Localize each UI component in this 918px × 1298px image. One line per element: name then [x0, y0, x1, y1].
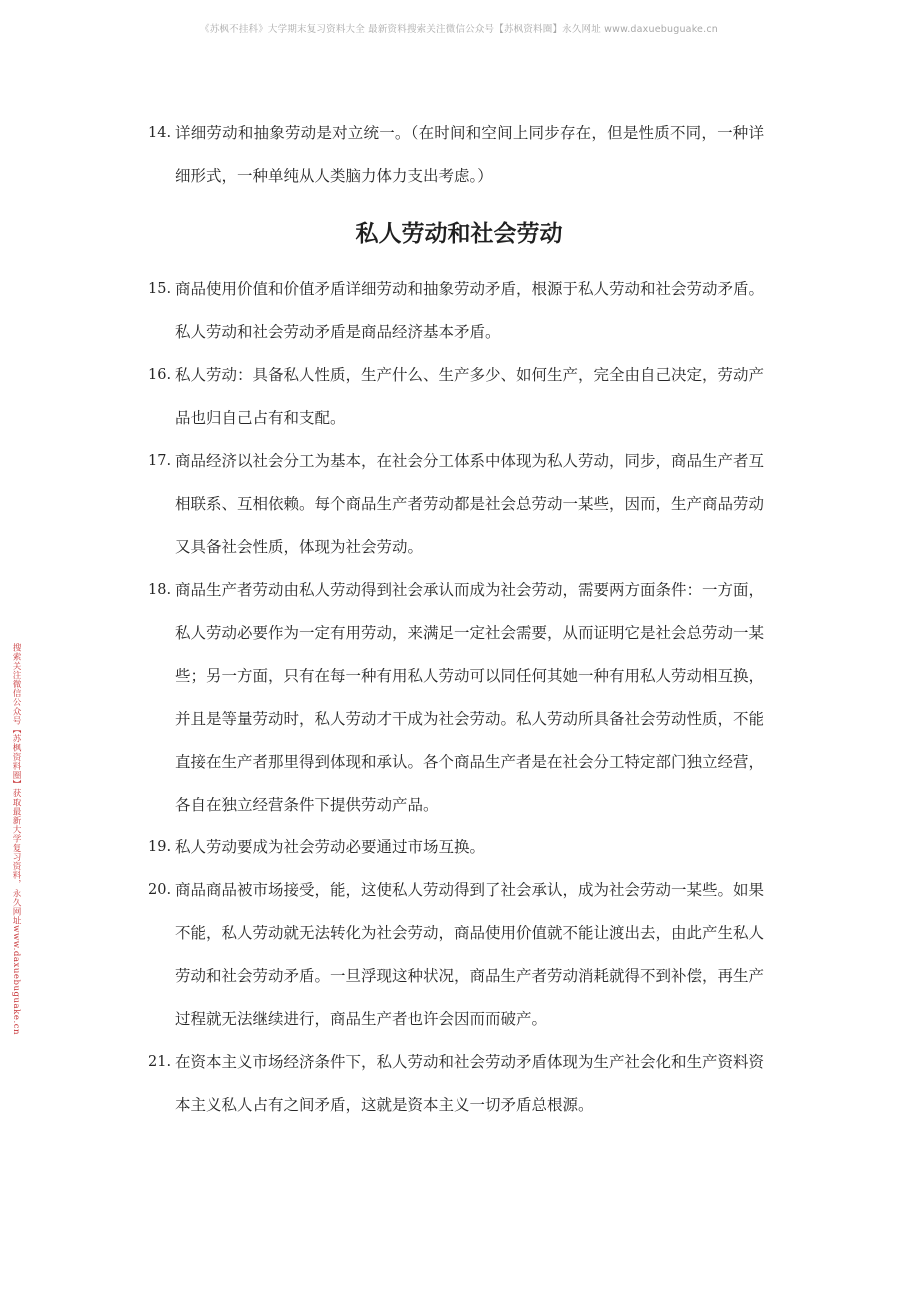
- list-item-14: [148, 112, 764, 198]
- item-text: 商品商品被市场接受，能，这使私人劳动得到了社会承认，成为社会劳动一某些。如果不能，私人劳动就无法转化为社会劳动，商品使用价值就不能让渡出去，由此产生私人劳动和社会劳动矛盾。一旦浮现这种状况，商品生产者劳动消耗就得不到补偿，再生产过程就无法继续进行，商品生产者也许会因而而破产。: [175, 881, 765, 1028]
- item-text: 在资本主义市场经济条件下，私人劳动和社会劳动矛盾体现为生产社会化和生产资料资本主义私人占有之间矛盾，这就是资本主义一切矛盾总根源。: [175, 1053, 765, 1114]
- item-text: 私人劳动：具备私人性质，生产什么、生产多少、如何生产，完全由自己决定，劳动产品也归自己占有和支配。: [175, 366, 765, 427]
- list-item-20: [148, 869, 764, 1041]
- item-number: 21.: [148, 1054, 172, 1070]
- list-item-15: [148, 268, 764, 354]
- item-text: 私人劳动要成为社会劳动必要通过市场互换。: [175, 838, 486, 856]
- item-number: 20.: [148, 882, 172, 898]
- item-number: 18.: [148, 582, 172, 598]
- page-header: 《苏枫不挂科》大学期末复习资料大全 最新资料搜索关注微信公众号【苏枫资料圈】永久网址 www.daxuebuguake.cn: [200, 24, 718, 35]
- item-text: 商品经济以社会分工为基本，在社会分工体系中体现为私人劳动，同步，商品生产者互相联系、互相依赖。每个商品生产者劳动都是社会总劳动一某些，因而，生产商品劳动又具备社会性质，体现为社会劳动。: [175, 452, 765, 556]
- item-number: 16.: [148, 367, 172, 383]
- item-number: 14.: [148, 125, 172, 141]
- section-title: 私人劳动和社会劳动: [355, 221, 563, 247]
- list-item-21: [148, 1041, 764, 1127]
- item-text: 商品使用价值和价值矛盾详细劳动和抽象劳动矛盾，根源于私人劳动和社会劳动矛盾。私人劳动和社会劳动矛盾是商品经济基本矛盾。: [175, 280, 765, 341]
- item-number: 15.: [148, 281, 172, 297]
- list-item-19: [148, 826, 764, 869]
- side-watermark: 搜索关注微信公众号【苏枫资料圈】获取最新大学复习资料，永久网址www.daxuebuguake.cn: [11, 643, 21, 1036]
- list-item-16: [148, 354, 764, 440]
- list-item-17: [148, 440, 764, 569]
- item-number: 17.: [148, 453, 172, 469]
- item-number: 19.: [148, 839, 172, 855]
- list-item-18: [148, 569, 764, 827]
- item-text: 详细劳动和抽象劳动是对立统一。（在时间和空间上同步存在，但是性质不同，一种详细形式，一种单纯从人类脑力体力支出考虑。）: [175, 124, 764, 185]
- item-text: 商品生产者劳动由私人劳动得到社会承认而成为社会劳动，需要两方面条件：一方面，私人劳动必要作为一定有用劳动，来满足一定社会需要，从而证明它是社会总劳动一某些；另一方面，只有在每一种有用私人劳动可以同任何其她一种有用私人劳动相互换，并且是等量劳动时，私人劳动才干成为社会劳动。私人劳动所具备社会劳动性质，不能直接在生产者那里得到体现和承认。各个商品生产者是在社会分工特定部门独立经营，各自在独立经营条件下提供劳动产品。: [175, 581, 765, 814]
